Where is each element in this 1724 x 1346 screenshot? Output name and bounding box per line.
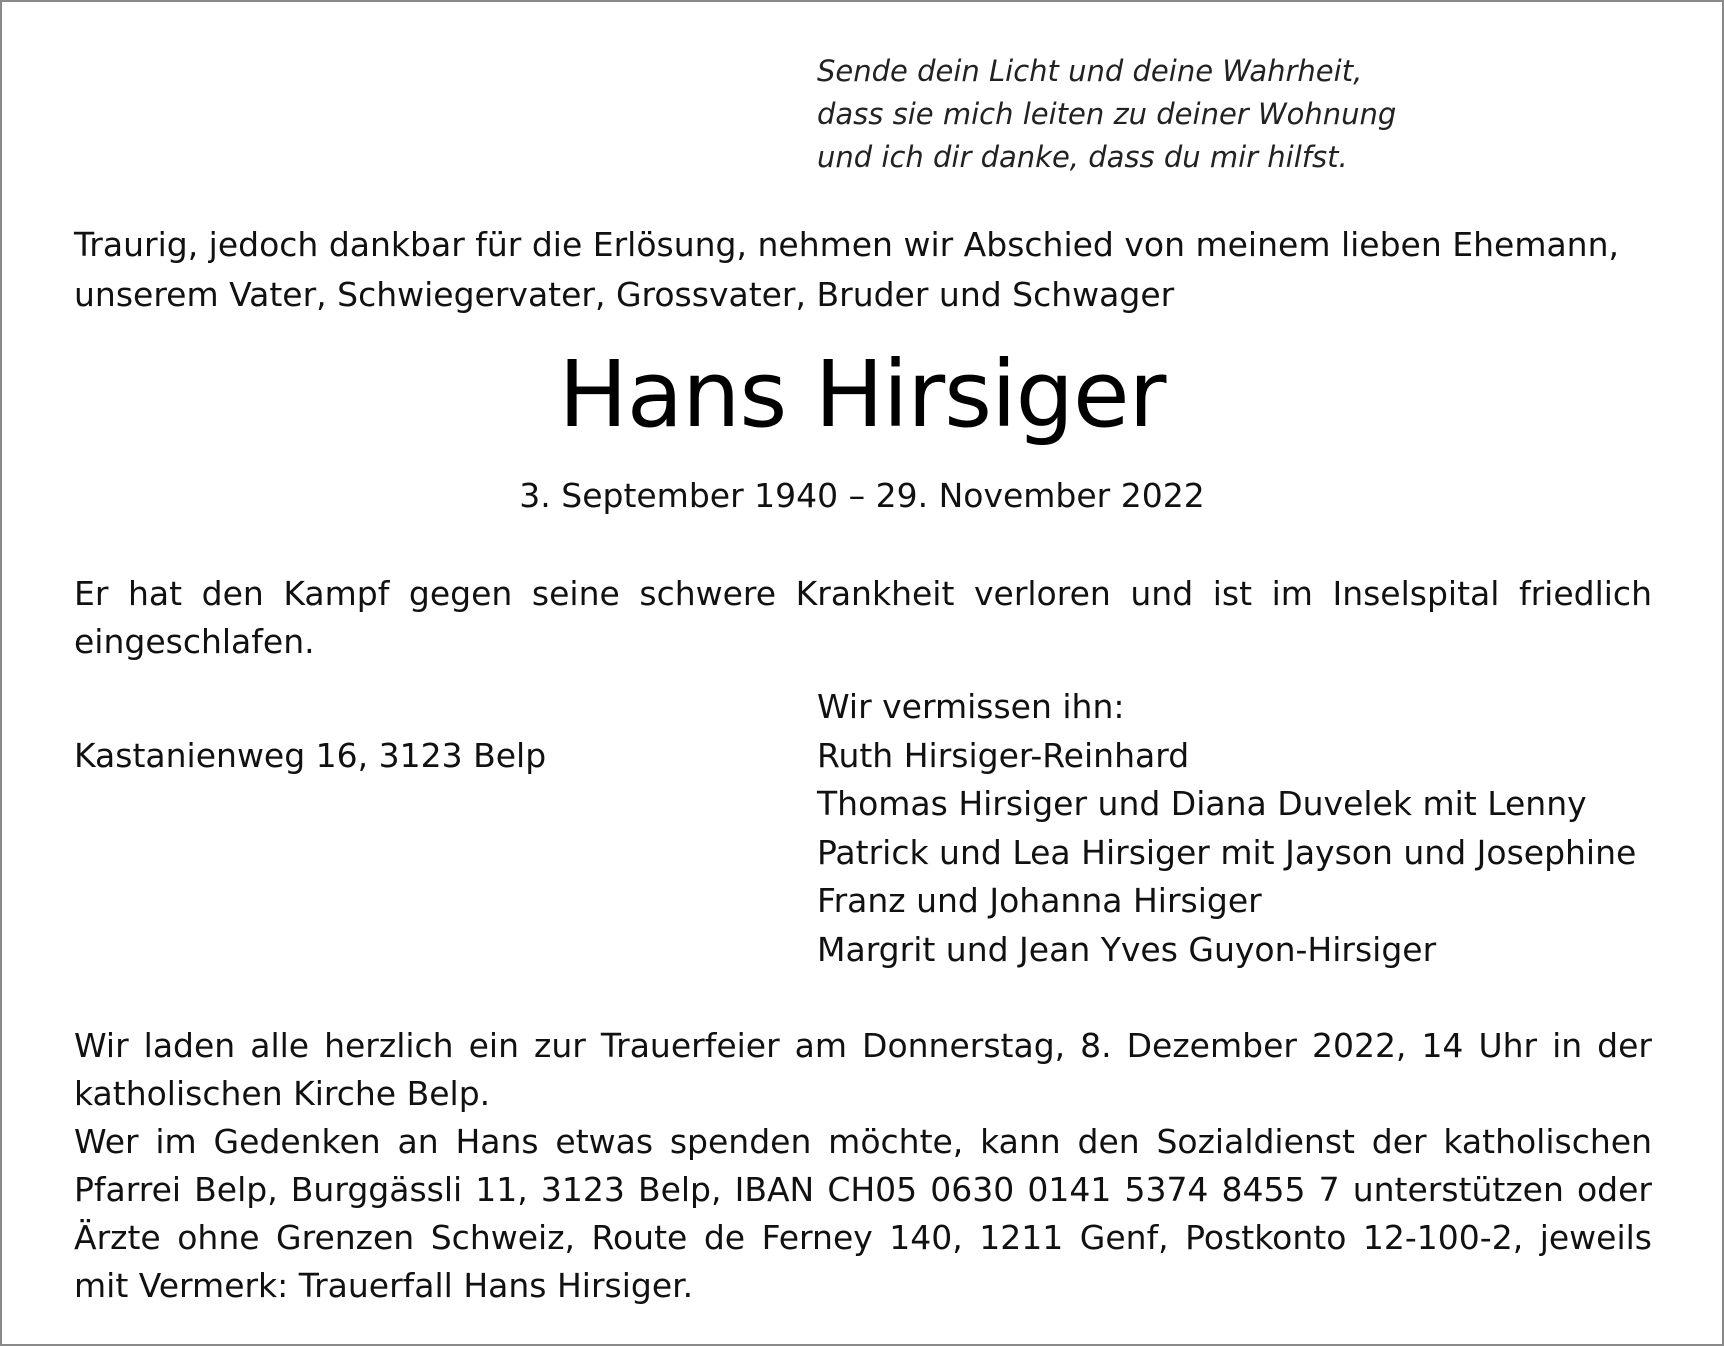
ceremony-paragraph: [74, 1022, 1652, 1118]
paragraph-line: katholischen Kirche Belp.: [74, 1074, 491, 1113]
intro-line: Traurig, jedoch dankbar für die Erlösung, nehmen wir Abschied von meinem lieben Ehemann,: [74, 225, 1620, 264]
mourner-entry: Patrick und Lea Hirsiger mit Jayson und Josephine: [817, 832, 1637, 872]
mourner-entry: Thomas Hirsiger und Diana Duvelek mit Lenny: [817, 784, 1587, 823]
paragraph-line: Wir laden alle herzlich ein zur Trauerfeier am Donnerstag, 8. Dezember 2022, 14 Uhr in der: [74, 1026, 1652, 1065]
life-dates: 3. September 1940 – 29. November 2022: [519, 476, 1205, 515]
paragraph-line: Wer im Gedenken an Hans etwas spenden möchte, kann den Sozialdienst der katholischen: [74, 1122, 1652, 1161]
donation-paragraph: [74, 1118, 1652, 1310]
intro-text: [74, 220, 1652, 320]
deceased-name: Hans Hirsiger: [558, 341, 1166, 448]
verse-line: dass sie mich leiten zu deiner Wohnung: [817, 97, 1397, 131]
paragraph-line: mit Vermerk: Trauerfall Hans Hirsiger.: [74, 1266, 694, 1305]
paragraph-line: eingeschlafen.: [74, 622, 315, 661]
mourners-heading: Wir vermissen ihn:: [817, 687, 1125, 726]
verse-line: Sende dein Licht und deine Wahrheit,: [817, 54, 1363, 88]
paragraph-line: Pfarrei Belp, Burggässli 11, 3123 Belp, IBAN CH05 0630 0141 5374 8455 7 unterstützen oder: [74, 1170, 1652, 1209]
intro-line: unserem Vater, Schwiegervater, Grossvater, Bruder und Schwager: [74, 275, 1175, 314]
paragraph-line: Ärzte ohne Grenzen Schweiz, Route de Ferney 140, 1211 Genf, Postkonto 12-100-2, jeweils: [74, 1218, 1652, 1257]
passing-paragraph: [74, 570, 1652, 666]
mourner-entry: Franz und Johanna Hirsiger: [817, 881, 1262, 920]
mourner-entry: Ruth Hirsiger-Reinhard: [817, 735, 1190, 775]
family-address: Kastanienweg 16, 3123 Belp: [74, 736, 547, 775]
verse-line: und ich dir danke, dass du mir hilfst.: [817, 140, 1348, 174]
paragraph-line: Er hat den Kampf gegen seine schwere Krankheit verloren und ist im Inselspital friedlich: [74, 574, 1652, 613]
bible-verse: [817, 50, 1396, 179]
mourners-list: [817, 683, 1636, 974]
mourner-entry: Margrit und Jean Yves Guyon-Hirsiger: [817, 929, 1437, 969]
